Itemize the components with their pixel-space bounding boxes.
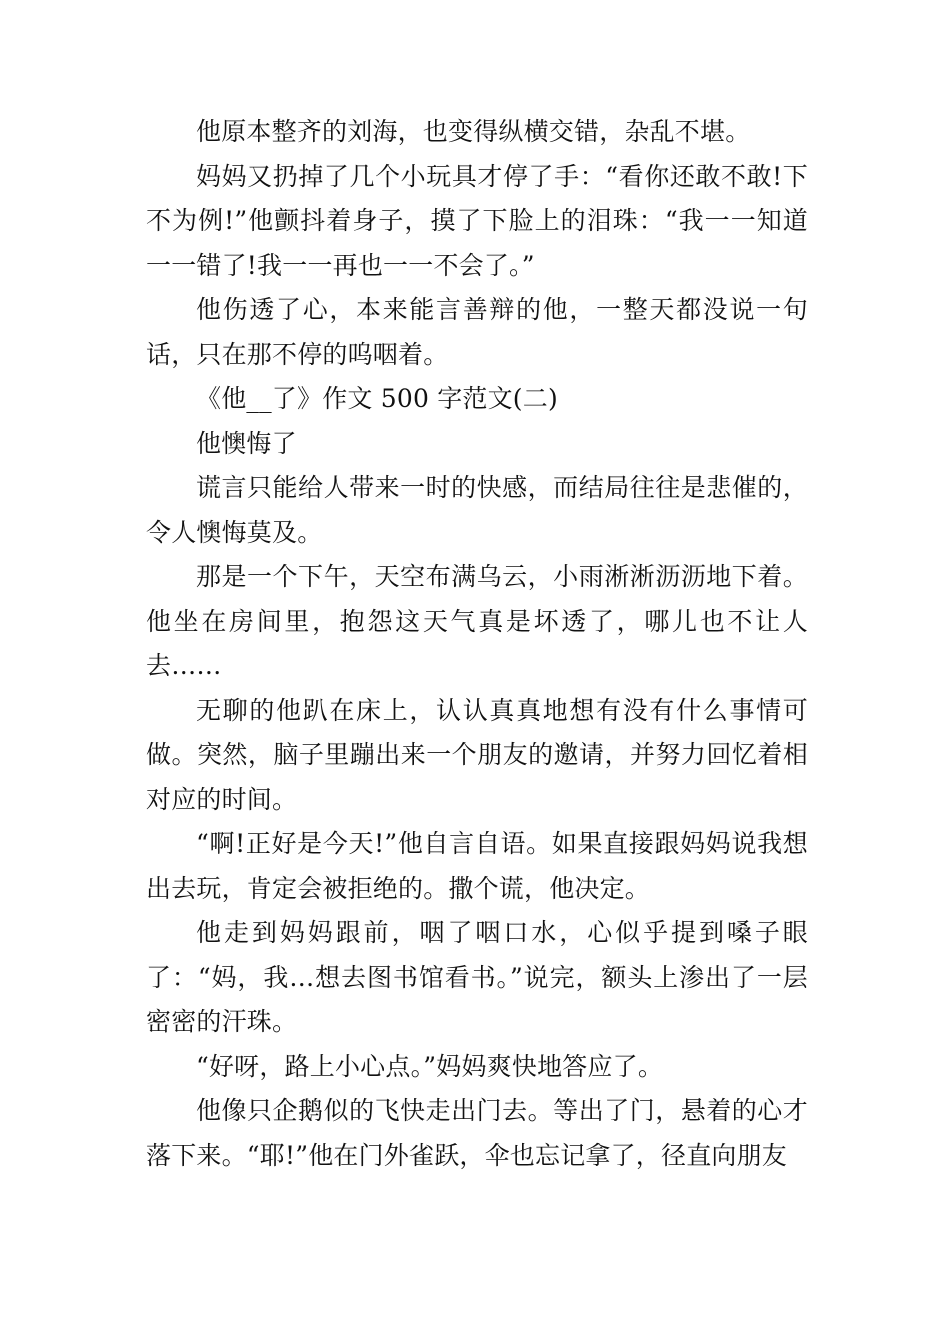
essay-title: 他懊悔了	[196, 428, 297, 458]
paragraph: 谎言只能给人带来一时的快感，而结局往往是悲催的，令人懊悔莫及。	[146, 473, 808, 547]
paragraph: 他像只企鹅似的飞快走出门去。等出了门，悬着的心才落下来。“耶!”他在门外雀跃，伞也忘记拿了，径直向朋友	[146, 1096, 808, 1170]
document-page	[146, 110, 808, 1178]
paragraph: 他走到妈妈跟前，咽了咽口水，心似乎提到嗓子眼了：“妈，我…想去图书馆看书。”说完，额头上渗出了一层密密的汗珠。	[146, 918, 808, 1036]
paragraph: “啊!正好是今天!”他自言自语。如果直接跟妈妈说我想出去玩，肯定会被拒绝的。撒个谎，他决定。	[146, 829, 808, 903]
paragraph: 他伤透了心，本来能言善辩的他，一整天都没说一句话，只在那不停的呜咽着。	[146, 295, 808, 369]
paragraph: 他原本整齐的刘海，也变得纵横交错，杂乱不堪。	[196, 117, 751, 146]
paragraph: 无聊的他趴在床上，认认真真地想有没有什么事情可做。突然，脑子里蹦出来一个朋友的邀请，并努力回忆着相对应的时间。	[146, 695, 808, 814]
paragraph: “好呀，路上小心点。”妈妈爽快地答应了。	[196, 1051, 664, 1081]
paragraph: 妈妈又扔掉了几个小玩具才停了手：“看你还敢不敢!下不为例!”他颤抖着身子，摸了下脸上的泪珠：“我一一知道一一错了!我一一再也一一不会了。”	[146, 161, 808, 280]
section-title: 《他__了》作文 500 字范文(二)	[196, 384, 558, 413]
paragraph: 那是一个下午，天空布满乌云，小雨淅淅沥沥地下着。他坐在房间里，抱怨这天气真是坏透了，哪儿也不让人去……	[146, 562, 808, 680]
